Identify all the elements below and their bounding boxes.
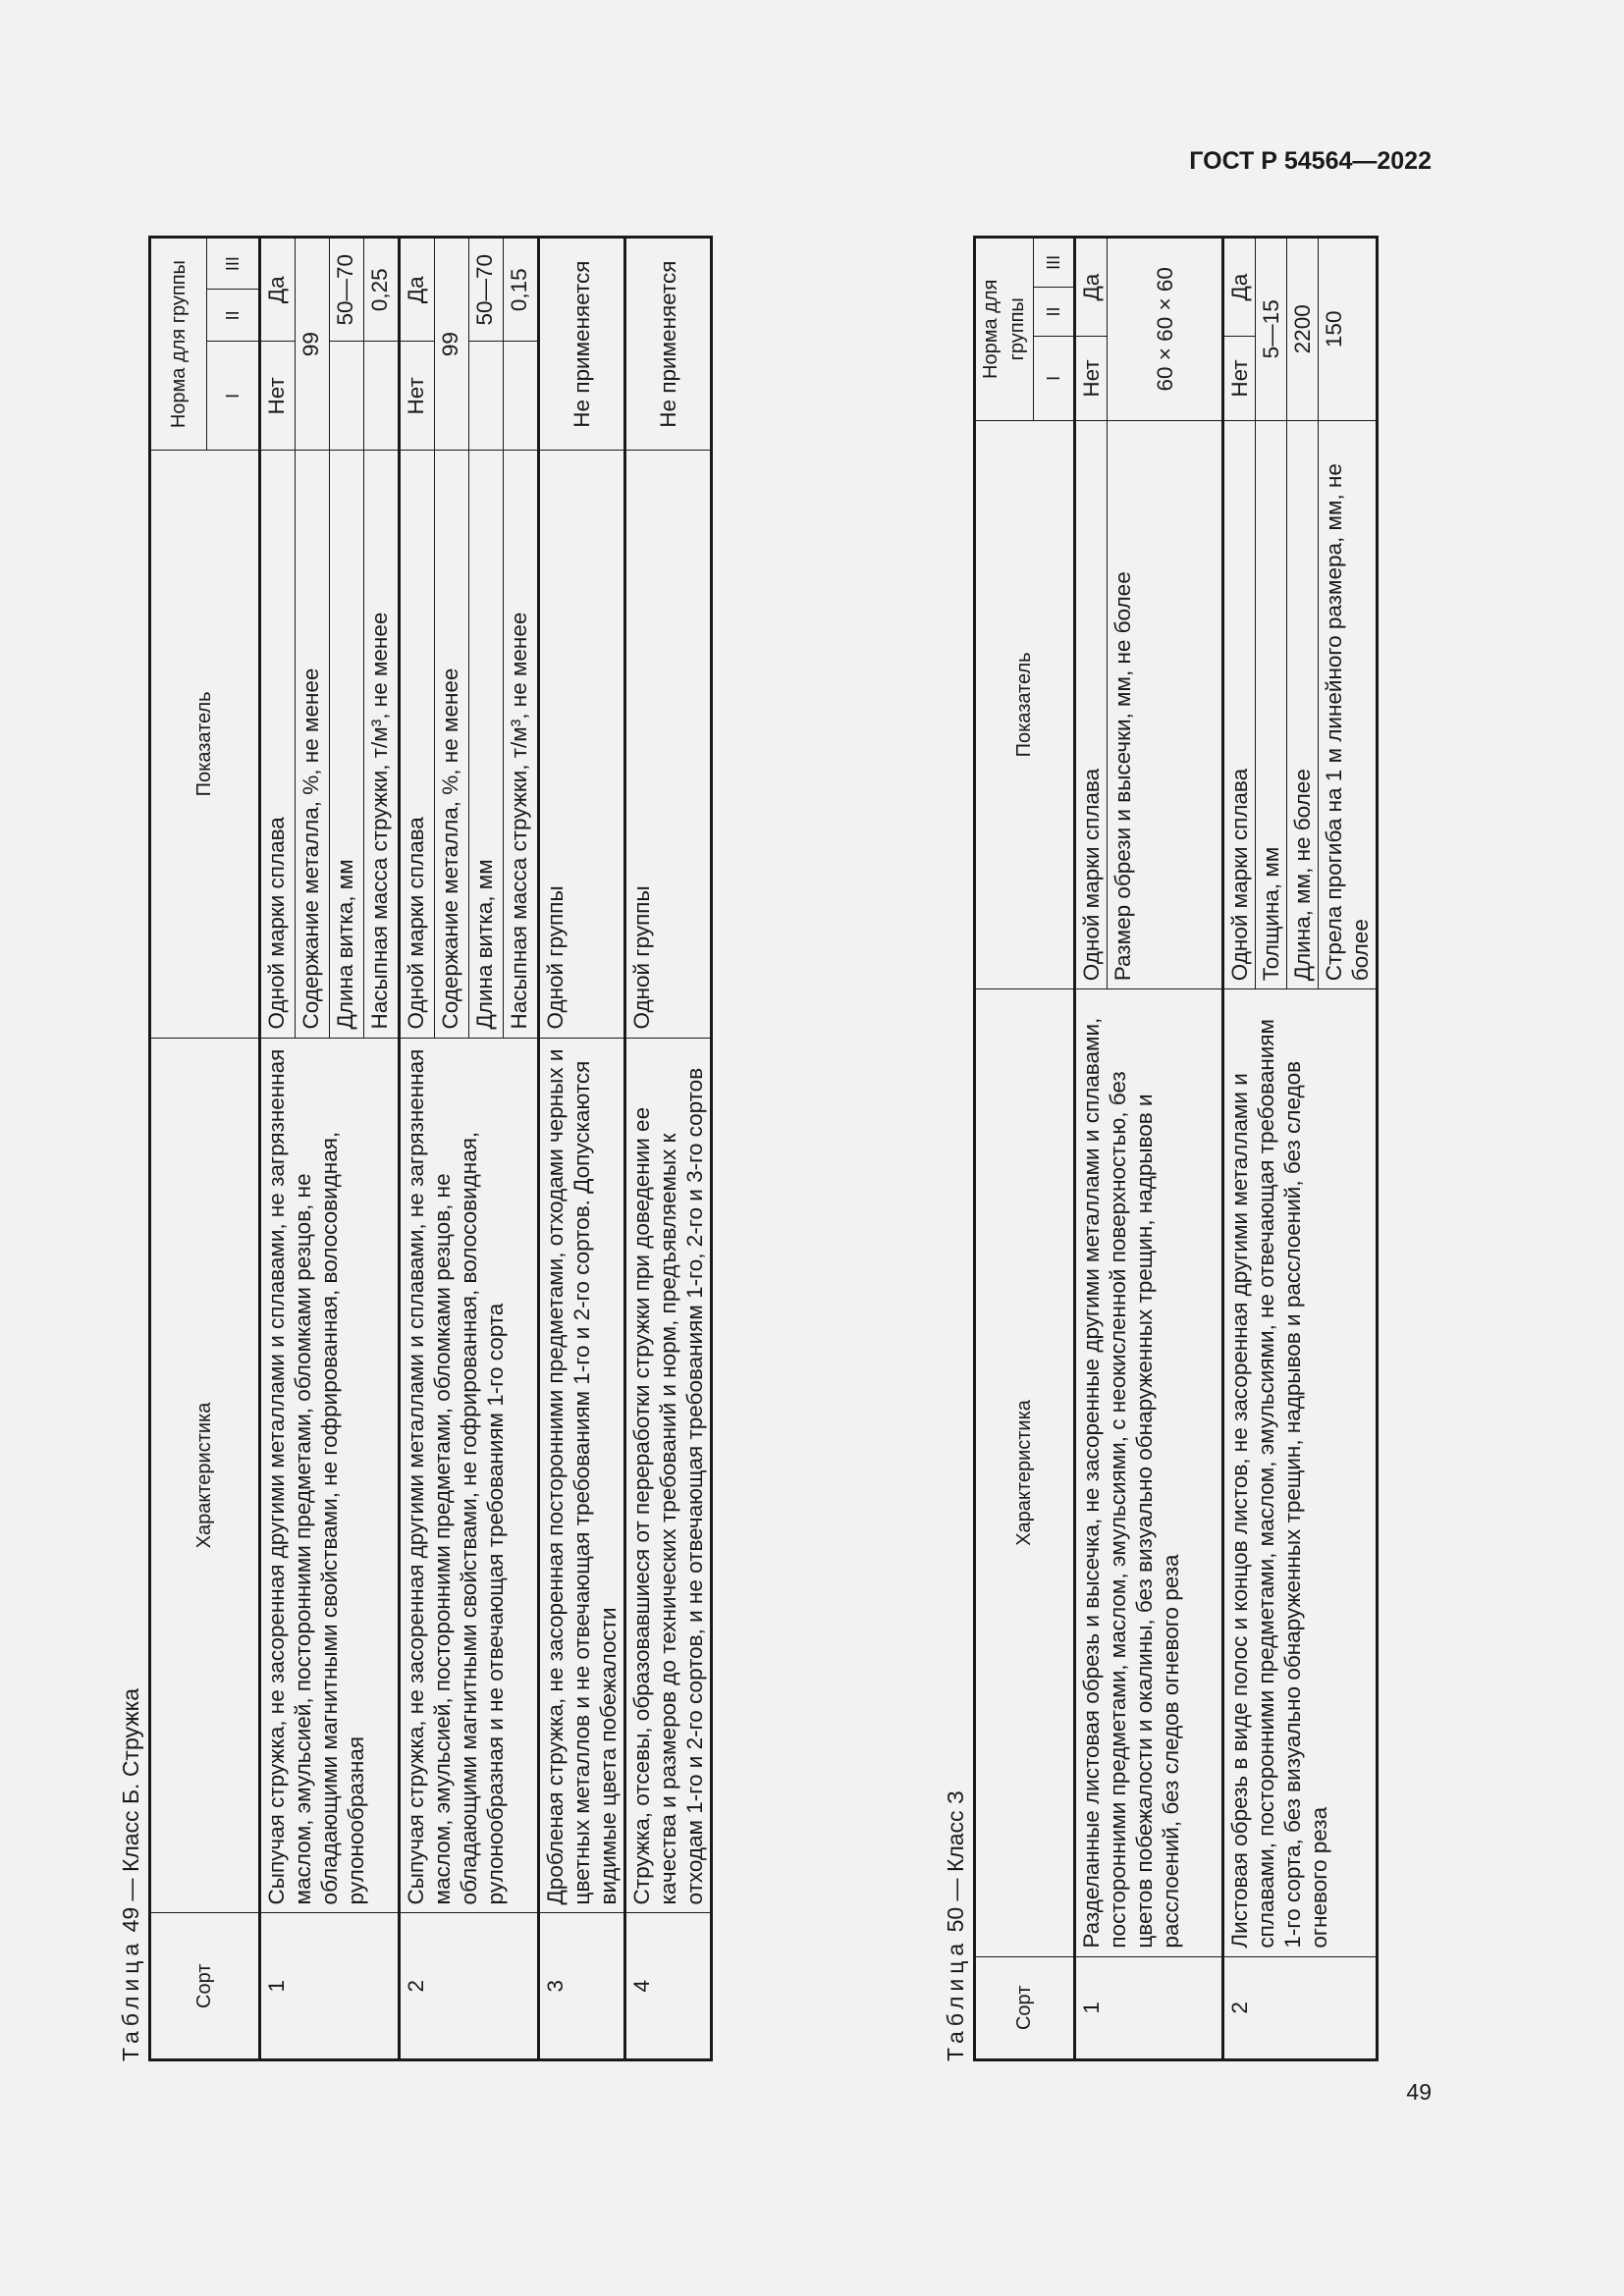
indicator-cell: Одной марки сплава (1223, 420, 1256, 989)
table-row (539, 238, 625, 2060)
indicator-cell: Длина, мм, не более (1287, 420, 1319, 989)
sort-cell: 3 (539, 1913, 625, 2060)
table-row (260, 238, 296, 2060)
indicator-cell: Толщина, мм (1256, 420, 1287, 989)
table-49 (148, 236, 713, 2061)
indicator-cell: Насыпная масса стружки, т/м³, не менее (364, 451, 400, 1038)
norm-all: 150 (1319, 238, 1378, 421)
col-norm: Норма для группы (975, 238, 1034, 421)
col-group-2: II (1034, 287, 1075, 337)
col-group-1: I (207, 342, 260, 451)
col-indicator: Показатель (975, 420, 1075, 989)
col-sort: Сорт (150, 1913, 260, 2060)
norm-all: Не применяется (625, 238, 712, 451)
indicator-cell: Одной группы (625, 451, 712, 1038)
table-50 (973, 236, 1379, 2061)
norm-g1: Нет (1223, 337, 1256, 420)
norm-g1-empty (330, 342, 364, 451)
indicator-cell: Одной марки сплава (260, 451, 296, 1038)
page-number: 49 (1406, 2079, 1432, 2105)
table-row (625, 238, 712, 2060)
norm-all: 60 × 60 × 60 (1108, 238, 1223, 421)
col-norm: Норма для группы (150, 238, 207, 451)
indicator-cell: Содержание металла, %, не менее (296, 451, 330, 1038)
norm-g1-empty (469, 342, 504, 451)
norm-g23: 0,25 (364, 238, 400, 342)
norm-g1-empty (504, 342, 539, 451)
col-group-3: III (1034, 238, 1075, 288)
sort-cell: 1 (1075, 1956, 1223, 2059)
norm-all: 99 (435, 238, 469, 451)
norm-all: 2200 (1287, 238, 1319, 421)
characteristic-cell: Листовая обрезь в виде полос и концов листов, не засоренная другими металлами и сплавами, посторонними предметами, маслом, эмульсиями, не отвечающая требованиям 1-го сорта, без визуально обнаруженных трещин, надрывов и расслоений, без следов огневого реза (1223, 989, 1378, 1956)
characteristic-cell: Дробленая стружка, не засоренная посторонними предметами, отходами черных и цветных металлов и не отвечающая требованиям 1-го и 2-го сортов. Допускаются видимые цвета побежалости (539, 1038, 625, 1913)
norm-g23: Да (1223, 238, 1256, 337)
characteristic-cell: Сыпучая стружка, не засоренная другими металлами и сплавами, не загрязненная маслом, эмульсией, посторонними предметами, обломками резцов, не обладающими магнитными свойствами, не гофрированная, волосовидная, рулонообразная (260, 1038, 400, 1913)
norm-g1: Нет (400, 342, 435, 451)
col-group-1: I (1034, 337, 1075, 420)
table-50-block (938, 236, 1379, 2061)
characteristic-cell: Стружка, отсевы, образовавшиеся от переработки стружки при доведении ее качества и размеров до технических требований и норм, предъявляемых к отходам 1-го и 2-го сортов, и не отвечающая требованиям 1-го, 2-го и 3-го сортов (625, 1038, 712, 1913)
norm-all: 99 (296, 238, 330, 451)
col-indicator: Показатель (150, 451, 260, 1038)
caption-title: 49 — Класс Б. Стружка (118, 1688, 143, 1933)
indicator-cell: Длина витка, мм (330, 451, 364, 1038)
indicator-cell: Размер обрези и высечки, мм, не более (1108, 420, 1223, 989)
norm-all: Не применяется (539, 238, 625, 451)
caption-title: 50 — Класс З (943, 1790, 968, 1933)
caption-word: Таблица (943, 1938, 968, 2061)
sort-cell: 2 (400, 1913, 539, 2060)
indicator-cell: Длина витка, мм (469, 451, 504, 1038)
indicator-cell: Одной группы (539, 451, 625, 1038)
table-49-caption (113, 236, 148, 2061)
norm-g1-empty (364, 342, 400, 451)
sort-cell: 2 (1223, 1956, 1378, 2059)
col-group-2: II (207, 290, 260, 342)
table-49-block (113, 236, 713, 2061)
table-row (400, 238, 435, 2060)
col-characteristic: Характеристика (975, 989, 1075, 1956)
norm-g23: Да (260, 238, 296, 342)
indicator-cell: Одной марки сплава (1075, 420, 1108, 989)
norm-g23: 0,15 (504, 238, 539, 342)
norm-all: 5—15 (1256, 238, 1287, 421)
norm-g23: Да (1075, 238, 1108, 337)
norm-g1: Нет (260, 342, 296, 451)
norm-g23: 50—70 (469, 238, 504, 342)
norm-g1: Нет (1075, 337, 1108, 420)
caption-word: Таблица (118, 1938, 143, 2061)
indicator-cell: Насыпная масса стружки, т/м³, не менее (504, 451, 539, 1038)
characteristic-cell: Разделанные листовая обрезь и высечка, не засоренные другими металлами и сплавами, посторонними предметами, маслом, эмульсиями, с неокисленной поверхностью, без цветов побежалости и окалины, без визуально обнаруженных трещин, надрывов и расслоений, без следов огневого реза (1075, 989, 1223, 1956)
table-row (1223, 238, 1256, 2060)
characteristic-cell: Сыпучая стружка, не засоренная другими металлами и сплавами, не загрязненная маслом, эмульсией, посторонними предметами, обломками резцов, не обладающими магнитными свойствами, не гофрированная, волосовидная, рулонообразная и не отвечающая требованиям 1-го сорта (400, 1038, 539, 1913)
document-header: ГОСТ Р 54564—2022 (1189, 147, 1432, 175)
norm-g23: 50—70 (330, 238, 364, 342)
indicator-cell: Одной марки сплава (400, 451, 435, 1038)
col-characteristic: Характеристика (150, 1038, 260, 1913)
table-50-caption (938, 236, 973, 2061)
sort-cell: 4 (625, 1913, 712, 2060)
indicator-cell: Содержание металла, %, не менее (435, 451, 469, 1038)
table-row (1075, 238, 1108, 2060)
col-group-3: III (207, 238, 260, 290)
norm-g23: Да (400, 238, 435, 342)
col-sort: Сорт (975, 1956, 1075, 2059)
sort-cell: 1 (260, 1913, 400, 2060)
indicator-cell: Стрела прогиба на 1 м линейного размера, мм, не более (1319, 420, 1378, 989)
